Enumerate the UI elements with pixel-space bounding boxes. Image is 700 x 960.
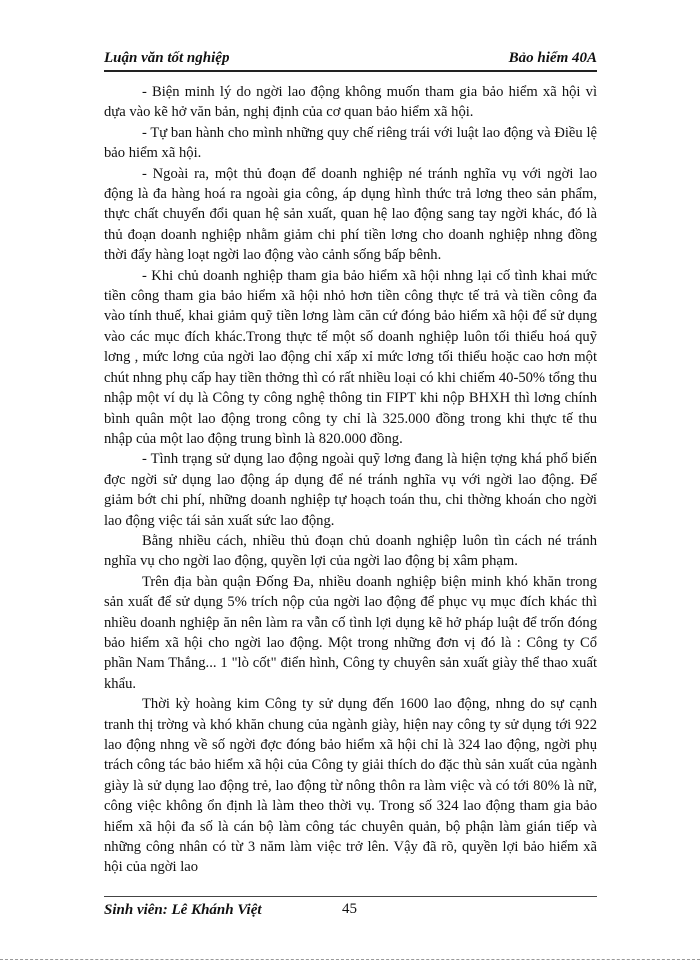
header-thesis-title: Luận văn tốt nghiệp xyxy=(104,50,230,66)
document-body xyxy=(104,82,597,878)
paragraph: - Tình trạng sử dụng lao động ngoài quỹ lơng đang là hiện tợng khá phổ biến đợc ngời sử dụng lao động áp dụng để né tránh nghĩa vụ với ngời lao động. Để giảm bớt chi phí, những doanh nghiệp tự hoạch toán thu, chi thờng khoán cho ngời lao động việc tái sản xuất sức lao động. xyxy=(104,451,597,529)
paragraph: Bằng nhiều cách, nhiều thủ đoạn chủ doanh nghiệp luôn tìn cách né tránh nghĩa vụ cho ngời lao động, quyền lợi của ngời lao động bị xâm phạm. xyxy=(104,532,597,570)
paragraph: - Biện minh lý do ngời lao động không muốn tham gia bảo hiểm xã hội vì dựa vào kẽ hở văn bản, nghị định của cơ quan bảo hiểm xã hội. xyxy=(104,84,597,121)
paragraph: - Ngoài ra, một thủ đoạn để doanh nghiệp né tránh nghĩa vụ với ngời lao động là đa hàng hoá ra ngoài gia công, áp dụng hình thức trả lơng theo sản phẩm, thực chất chuyển đổi quan hệ sản xuất, quan hệ lao động sang tay ngời khác, đó là thủ đoạn doanh nghiệp nhằm giảm chi phí tiền lơng cho doanh nghiệp nhng đồng thời đẩy hàng loạt ngời lao động vào cảnh sống bấp bênh. xyxy=(104,165,597,264)
page-header xyxy=(104,48,597,72)
paragraph: - Khi chủ doanh nghiệp tham gia bảo hiểm xã hội nhng lại cố tình khai mức tiền công tham gia bảo hiểm xã hội nhỏ hơn tiền công thực tế trả và tiền công đa vào tính thuế, khai giảm quỹ tiền lơng làm căn cứ đóng bảo hiểm xã hội để sử dụng vào các mục đích khác.Trong thực tế một số doanh nghiệp luôn tối thiểu hoá quỹ lơng , mức lơng của ngời lao động chỉ xấp xỉ mức lơng tối thiểu hoặc cao hơn một chút nhng phụ cấp hay tiền thởng thì có rất nhiều loại có khi chiếm 40-50% tổng thu nhập một ví dụ là Công ty công nghệ thông tin FIPT khi nộp BHXH thì lơng chính bình quân một lao động trong công ty chỉ là 325.000 đồng trong khi thực tế thu nhập của một lao động trung bình là 820.000 đồng. xyxy=(104,267,597,447)
page-footer xyxy=(104,896,597,925)
page-number: 45 xyxy=(342,901,357,917)
paragraph: - Tự ban hành cho mình những quy chế riêng trái với luật lao động và Điều lệ bảo hiểm xã hội. xyxy=(104,124,597,162)
paragraph: Thời kỳ hoàng kim Công ty sử dụng đến 1600 lao động, nhng do sự cạnh tranh thị trờng và khó khăn chung của ngành giày, hiện nay công ty sử dụng tới 922 lao động nhng về số ngời đợc đóng bảo hiểm xã hội chỉ là 324 lao động, ngời phụ trách công tác bảo hiểm xã hội của Công ty giải thích do đặc thù sản xuất của ngành giày là sử dụng lao động trẻ, lao động từ nông thôn ra làm việc và có tới 80% là nữ, công việc không ổn định là làm theo thời vụ. Trong số 324 lao động tham gia bảo hiểm xã hội đa số là cán bộ làm công tác chuyên quản, bộ phận làm gián tiếp và những công nhân có từ 3 năm làm việc trở lên. Vậy đã rõ, quyền lợi bảo hiểm xã hội của ngời lao xyxy=(104,696,597,876)
header-class-name: Bảo hiểm 40A xyxy=(508,50,597,66)
paragraph: Trên địa bàn quận Đống Đa, nhiều doanh nghiệp biện minh khó khăn trong sản xuất để sử dụng 5% trích nộp của ngời lao động để phục vụ mục đích khác thì nhiều doanh nghiệp ăn nên làm ra vẫn cố tình lợi dụng kẽ hở pháp luật để trốn đóng bảo hiểm xã hội cho ngời lao động. Một trong những đơn vị đó là : Công ty Cổ phần Nam Thắng... 1 "lò cốt" điển hình, Công ty chuyên sản xuất giày thể thao xuất khẩu. xyxy=(104,573,597,692)
footer-student-name: Sinh viên: Lê Khánh Việt xyxy=(104,902,262,918)
